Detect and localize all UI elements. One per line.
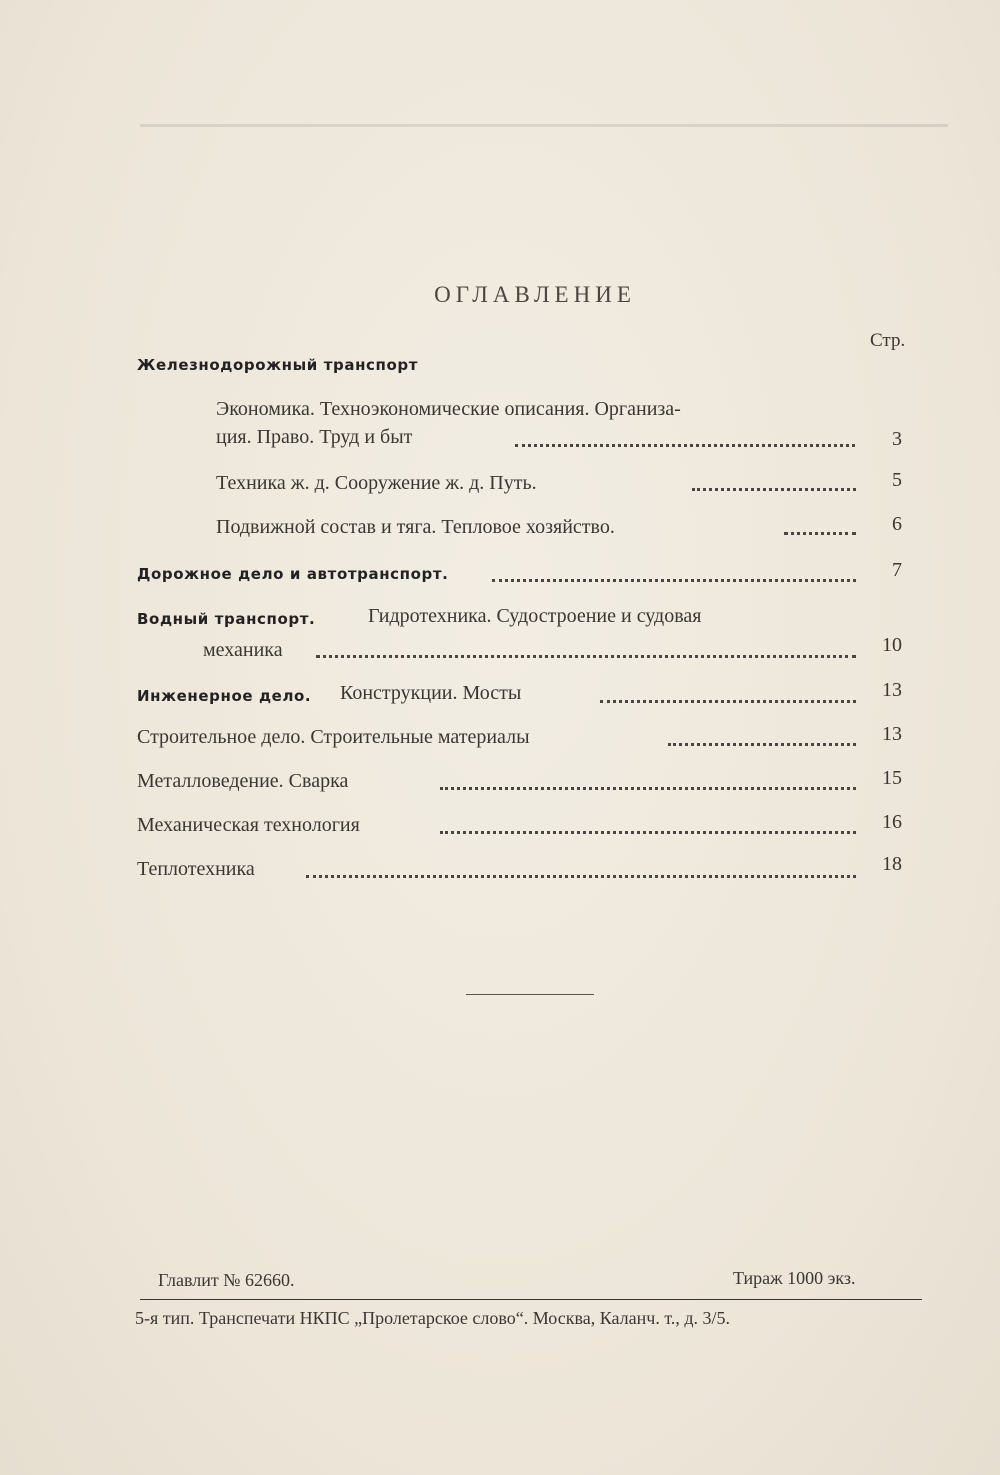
glavlit-number: Главлит № 62660. <box>158 1270 295 1290</box>
entry-text-line1: Экономика. Техноэкономические описания. Организа- <box>216 398 681 420</box>
page-number: 5 <box>892 469 902 491</box>
leader-dots <box>492 579 856 582</box>
leader-dots <box>692 488 856 491</box>
leader-dots <box>306 875 856 878</box>
print-run: Тираж 1000 экз. <box>733 1268 856 1288</box>
page-number: 13 <box>882 723 902 745</box>
page-number: 6 <box>892 513 902 535</box>
page-number: 3 <box>892 428 902 450</box>
page-number: 18 <box>882 853 902 875</box>
stamp-rule <box>140 124 948 127</box>
entry-text: Техника ж. д. Сооружение ж. д. Путь. <box>216 472 537 494</box>
section-divider <box>466 994 594 995</box>
leader-dots <box>440 787 856 790</box>
page-number: 13 <box>882 679 902 701</box>
leader-dots <box>515 444 855 447</box>
footer-rule <box>140 1299 922 1300</box>
entry-text-line2: ция. Право. Труд и быт <box>216 426 413 448</box>
library-stamp-watermark <box>140 18 948 133</box>
entry-text: Металловедение. Сварка <box>137 770 349 792</box>
entry-text-line1: Гидротехника. Судостроение и судовая <box>368 605 702 627</box>
entry-text-line2: механика <box>203 639 283 661</box>
page-number: 16 <box>882 811 902 833</box>
toc-title: ОГЛАВЛЕНИЕ <box>434 282 636 307</box>
leader-dots <box>440 831 856 834</box>
page-number: 10 <box>882 634 902 656</box>
section-water-label: Водный транспорт. <box>137 610 316 628</box>
entry-text: Механическая технология <box>137 814 360 836</box>
leader-dots <box>668 743 856 746</box>
leader-dots <box>600 700 856 703</box>
section-railway: Железнодорожный транспорт <box>137 356 419 374</box>
section-engineering-label: Инженерное дело. <box>137 687 312 705</box>
page-number: 15 <box>882 767 902 789</box>
page-number: 7 <box>892 559 902 581</box>
page-column-label: Стр. <box>870 330 906 351</box>
entry-text: Конструкции. Мосты <box>340 682 522 704</box>
leader-dots <box>784 532 856 535</box>
leader-dots <box>316 655 856 658</box>
entry-text: Теплотехника <box>137 858 255 880</box>
entry-text: Подвижной состав и тяга. Тепловое хозяйство. <box>216 516 615 538</box>
entry-text: Строительное дело. Строительные материалы <box>137 726 530 748</box>
printer-imprint: 5-я тип. Транспечати НКПС „Пролетарское слово“. Москва, Каланч. т., д. 3/5. <box>135 1308 730 1328</box>
toc-entry-road-transport[interactable]: Дорожное дело и автотранспорт. <box>137 565 449 583</box>
